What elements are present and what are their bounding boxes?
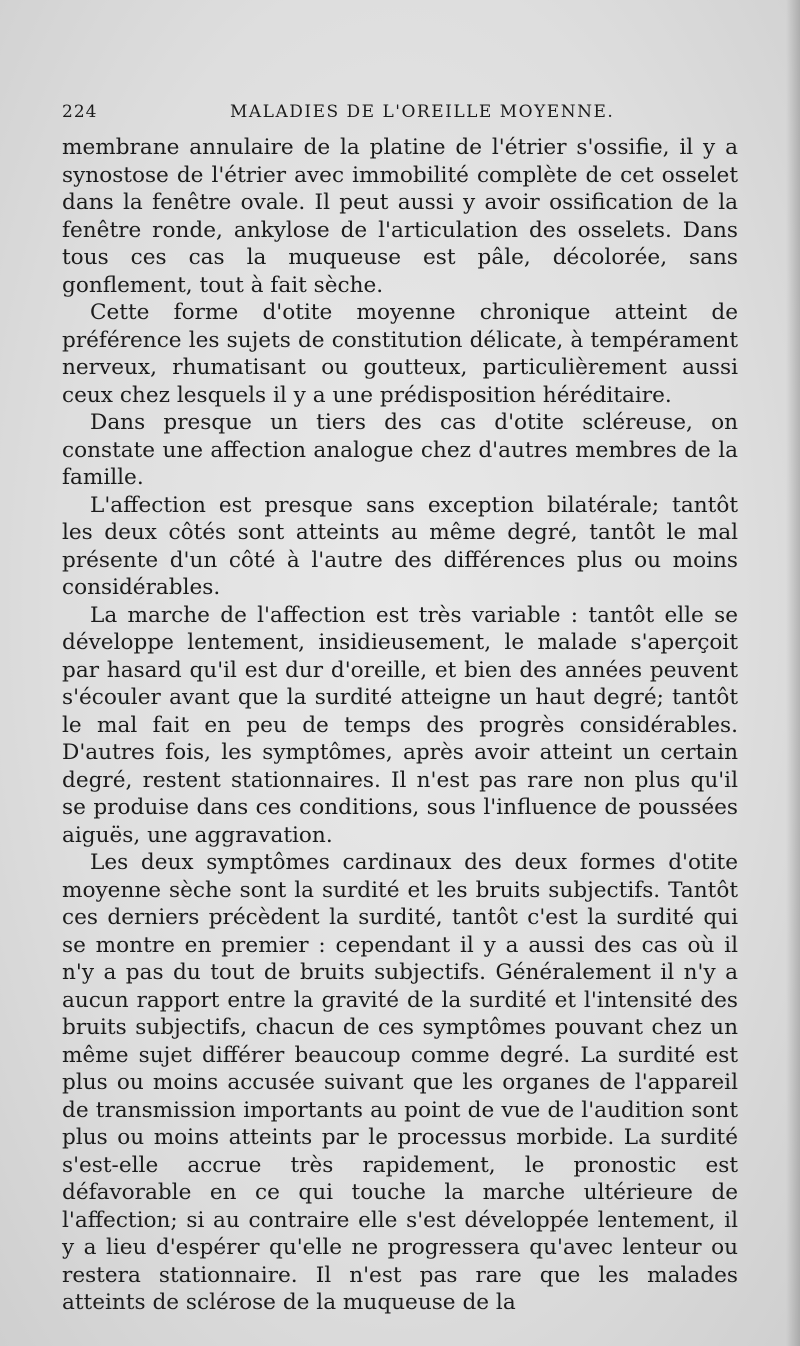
paragraph: La marche de l'affection est très variable : tantôt elle se développe lentement, insidieusement, le malade s'aperçoit par hasard qu'il est dur d'oreille, et bien des années peuvent s'écouler avant que la surdité atteigne un haut degré; tantôt le mal fait en peu de temps des progrès considérables. D'autres fois, les symptômes, après avoir atteint un certain degré, restent stationnaires. Il n'est pas rare non plus qu'il se produise dans ces conditions, sous l'influence de poussées aiguës, une aggravation. — [62, 602, 738, 848]
paragraph-continued: membrane annulaire de la platine de l'étrier s'ossifie, il y a synostose de l'étrier avec immobilité complète de cet osselet dans la fenêtre ovale. Il peut aussi y avoir ossification de la fenêtre ronde, ankylose de l'articulation des osselets. Dans tous ces cas la muqueuse est pâle, décolorée, sans gonflement, tout à fait sèche. — [62, 135, 738, 298]
page-body — [62, 134, 738, 1317]
running-head: MALADIES DE L'OREILLE MOYENNE. — [230, 102, 615, 122]
page-header — [62, 100, 738, 126]
paragraph: Dans presque un tiers des cas d'otite scléreuse, on constate une affection analogue chez d'autres membres de la famille. — [62, 410, 738, 490]
paragraph: Les deux symptômes cardinaux des deux formes d'otite moyenne sèche sont la surdité et les bruits subjectifs. Tantôt ces derniers précèdent la surdité, tantôt c'est la surdité qui se montre en premier : cependant il y a aussi des cas où il n'y a pas du tout de bruits subjectifs. Généralement il n'y a aucun rapport entre la gravité de la surdité et l'intensité des bruits subjectifs, chacun de ces symptômes pouvant chez un même sujet différer beaucoup comme degré. La surdité est plus ou moins accusée suivant que les organes de l'appareil de transmission importants au point de vue de l'audition sont plus ou moins atteints par le processus morbide. La surdité s'est-elle accrue très rapidement, le pronostic est défavorable en ce qui touche la marche ultérieure de l'affection; si au contraire elle s'est développée lentement, il y a lieu d'espérer qu'elle ne progressera qu'avec lenteur ou restera stationnaire. Il n'est pas rare que les malades atteints de sclérose de la muqueuse de la — [62, 850, 738, 1315]
paragraph: L'affection est presque sans exception bilatérale; tantôt les deux côtés sont atteints au même degré, tantôt le mal présente d'un côté à l'autre des différences plus ou moins considérables. — [62, 492, 738, 600]
page-edge-shadow — [786, 0, 800, 1346]
page-number: 224 — [62, 102, 98, 122]
paragraph: Cette forme d'otite moyenne chronique atteint de préférence les sujets de constitution délicate, à tempérament nerveux, rhumatisant ou goutteux, particulièrement aussi ceux chez lesquels il y a une prédisposition héréditaire. — [62, 300, 738, 408]
